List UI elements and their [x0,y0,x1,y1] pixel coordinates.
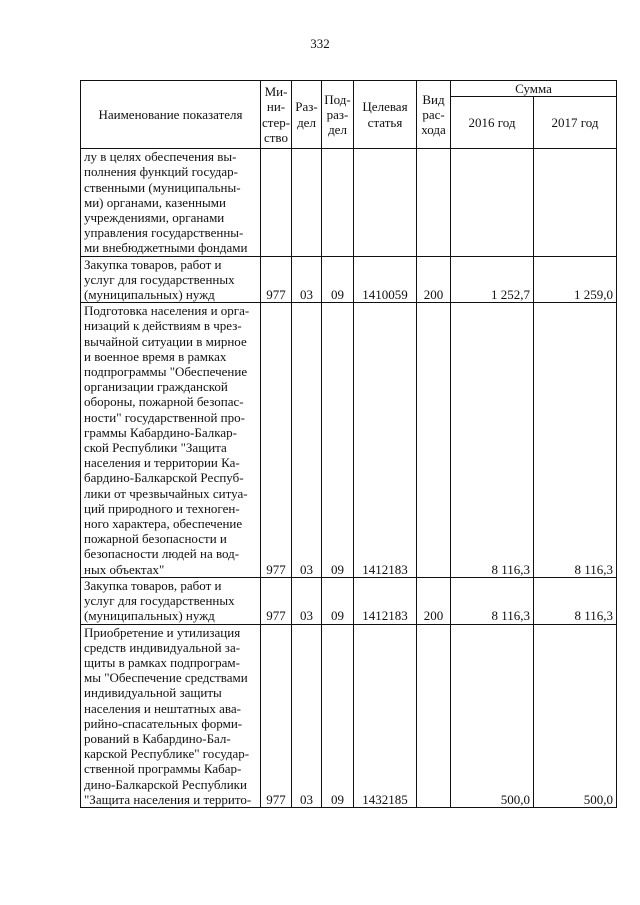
subsection-cell: 09 [322,303,354,578]
indicator-name-line: щиты в рамках подпрограм- [84,654,240,670]
header-year-2017: 2017 год [534,97,617,149]
indicator-name-cell [81,303,261,578]
ministry-cell [261,149,292,256]
indicator-name-cell [81,256,261,303]
amount-2017-cell: 8 116,3 [534,303,617,578]
indicator-name-line: (муниципальных) нужд [84,287,215,303]
section-cell: 03 [292,303,322,578]
header-sum: Сумма [451,81,617,97]
ministry-cell: 977 [261,577,292,624]
indicator-name-line: лики от чрезвычайных ситуа- [84,485,248,501]
amount-2016-cell: 8 116,3 [451,303,534,578]
section-cell: 03 [292,624,322,807]
section-cell [292,149,322,256]
indicator-name-line: Закупка товаров, работ и [84,256,222,272]
indicator-name-line: полнения функций государ- [84,164,238,180]
indicator-name-line: ности" государственной про- [84,409,245,425]
header-name: Наименование показателя [81,81,261,149]
indicator-name-line: ственными (муниципальны- [84,179,241,195]
subsection-cell [322,149,354,256]
indicator-name-line: низаций к действиям в чрез- [84,318,242,334]
indicator-name-line: средств индивидуальной за- [84,639,241,655]
indicator-name-line: и военное время в рамках [84,348,227,364]
table-row [81,303,617,578]
amount-2017-cell [534,149,617,256]
section-cell: 03 [292,256,322,303]
target-cell: 1410059 [354,256,417,303]
amount-2016-cell: 8 116,3 [451,577,534,624]
indicator-name-line: рований в Кабардино-Бал- [84,730,231,746]
target-cell [354,149,417,256]
indicator-name-cell [81,577,261,624]
indicator-name-line: учреждениями, органами [84,210,225,226]
header-target: Целевая статья [354,81,417,149]
indicator-name-line: управления государственны- [84,225,244,241]
expense-cell [417,149,451,256]
amount-2016-cell: 1 252,7 [451,256,534,303]
amount-2017-cell: 1 259,0 [534,256,617,303]
indicator-name-cell [81,149,261,256]
target-cell: 1412183 [354,577,417,624]
table-row [81,256,617,303]
indicator-name-line: ций природного и техноген- [84,500,240,516]
indicator-name-line: (муниципальных) нужд [84,608,215,624]
indicator-name-line: вычайной ситуации в мирное [84,333,247,349]
header-ministry: Ми- ни- стер- ство [261,81,292,149]
indicator-name-line: "Защита населения и террито- [84,791,252,807]
indicator-name-line: населения и нештатных ава- [84,700,242,716]
indicator-name-line: ми внебюджетными фондами [84,240,248,256]
indicator-name-line: ного характера, обеспечение [84,516,243,532]
indicator-name-line: Подготовка населения и орга- [84,303,250,319]
expense-cell: 200 [417,577,451,624]
ministry-cell: 977 [261,303,292,578]
indicator-name-line: карской Республике" государ- [84,746,250,762]
section-cell: 03 [292,577,322,624]
indicator-name-line: граммы Кабардино-Балкар- [84,424,237,440]
indicator-name-line: населения и территории Ка- [84,455,240,471]
expense-cell: 200 [417,256,451,303]
amount-2016-cell: 500,0 [451,624,534,807]
table-row [81,149,617,256]
indicator-name-line: ных объектах" [84,561,165,577]
indicator-name-line: обороны, пожарной безопас- [84,394,244,410]
indicator-name-cell [81,624,261,807]
subsection-cell: 09 [322,256,354,303]
header-year-2016: 2016 год [451,97,534,149]
ministry-cell: 977 [261,256,292,303]
target-cell: 1432185 [354,624,417,807]
page-number: 332 [310,36,330,51]
table-row [81,577,617,624]
amount-2016-cell [451,149,534,256]
header-section: Раз- дел [292,81,322,149]
indicator-name-line: подпрограммы "Обеспечение [84,364,248,380]
indicator-name-line: рийно-спасательных форми- [84,715,243,731]
indicator-name-line: ми) органами, казенными [84,194,226,210]
expense-cell [417,303,451,578]
indicator-name-line: пожарной безопасности и [84,531,227,547]
indicator-name-line: дино-Балкарской Республики [84,776,247,792]
indicator-name-line: организации гражданской [84,379,228,395]
table-row [81,624,617,807]
amount-2017-cell: 8 116,3 [534,577,617,624]
amount-2017-cell: 500,0 [534,624,617,807]
indicator-name-line: услуг для государственных [84,593,235,609]
indicator-name-line: мы "Обеспечение средствами [84,670,248,686]
indicator-name-line: ской Республики "Защита [84,440,227,456]
ministry-cell: 977 [261,624,292,807]
indicator-name-line: лу в целях обеспечения вы- [84,149,237,165]
budget-table [80,80,617,808]
indicator-name-line: безопасности людей на вод- [84,546,240,562]
indicator-name-line: Приобретение и утилизация [84,624,241,640]
expense-cell [417,624,451,807]
indicator-name-line: услуг для государственных [84,271,235,287]
header-expense: Вид рас- хода [417,81,451,149]
subsection-cell: 09 [322,624,354,807]
subsection-cell: 09 [322,577,354,624]
header-subsection: Под- раз- дел [322,81,354,149]
indicator-name-line: индивидуальной защиты [84,685,222,701]
indicator-name-line: ственной программы Кабар- [84,761,242,777]
target-cell: 1412183 [354,303,417,578]
indicator-name-line: Закупка товаров, работ и [84,577,222,593]
indicator-name-line: бардино-Балкарской Респуб- [84,470,244,486]
